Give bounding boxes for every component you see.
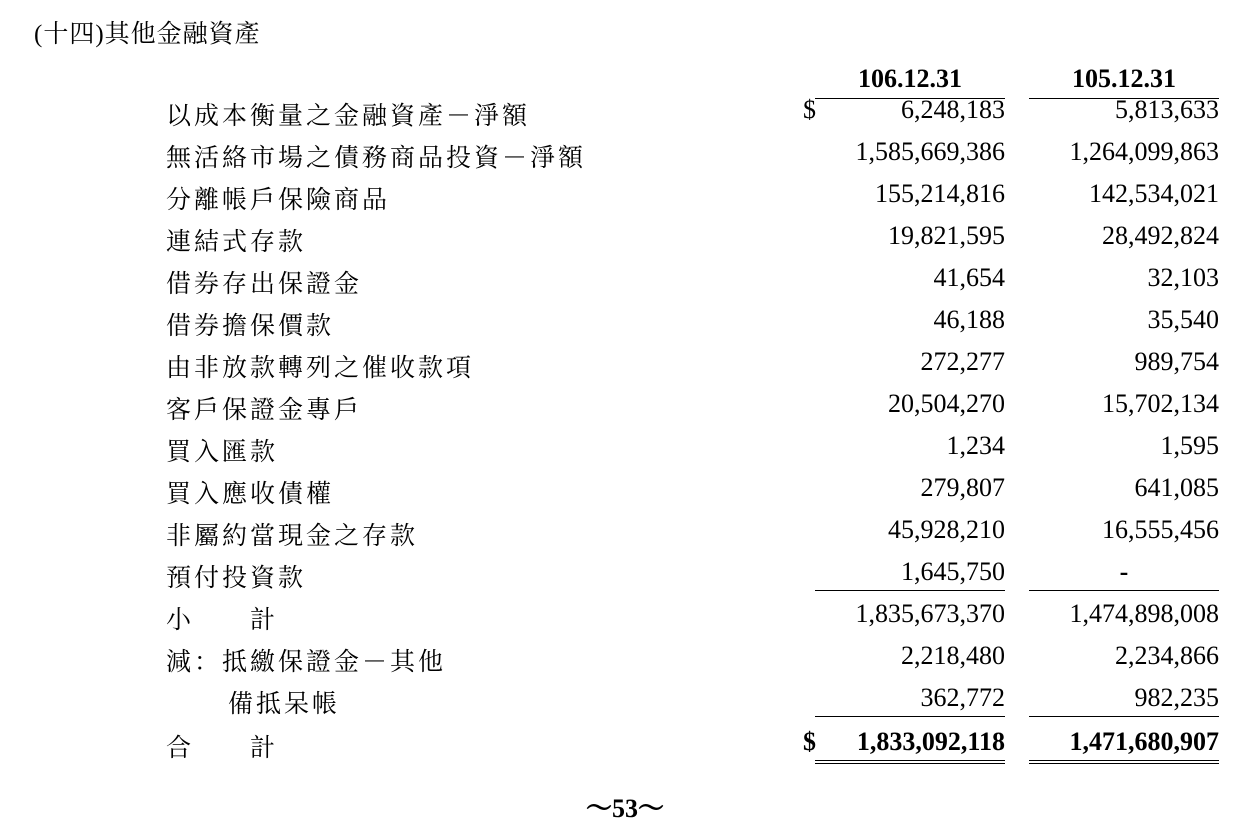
row-label: 連結式存款 [166,229,307,256]
value-2017: $ 1,833,092,118 [815,726,1005,764]
value-2017: 1,585,669,386 [855,137,1005,166]
table-row [0,218,1250,260]
row-label: 借券存出保證金 [166,271,363,298]
row-label: 合 計 [166,735,279,762]
value-2017: 1,234 [946,431,1005,460]
value-2017: 279,807 [920,473,1005,502]
value-2017: 46,188 [933,305,1005,334]
value-2016: 15,702,134 [1102,389,1219,418]
value-2016: 35,540 [1147,305,1219,334]
row-label: 借券擔保價款 [166,313,335,340]
row-label: 買入應收債權 [166,481,335,508]
value-2016: 982,235 [1029,682,1219,717]
value-2016: 28,492,824 [1102,221,1219,250]
table-row [0,302,1250,344]
value-2016: 32,103 [1147,263,1219,292]
value-2016: 5,813,633 [1115,95,1219,124]
currency-symbol: $ [803,95,816,124]
value-2016: 142,534,021 [1089,179,1219,208]
row-label: 由非放款轉列之催收款項 [166,355,475,382]
row-label: 預付投資款 [166,565,307,592]
row-label: 客戶保證金專戶 [166,397,363,424]
value-2017: 41,654 [933,263,1005,292]
table-row [0,512,1250,554]
page-number: ～53～ [585,794,664,823]
value-2016: 1,474,898,008 [1069,599,1219,628]
value-2017: 19,821,595 [888,221,1005,250]
row-label: 減：抵繳保證金－其他 [166,649,447,676]
value-2016: 641,085 [1134,473,1219,502]
subtotal-row [0,596,1250,638]
value-2016: 1,471,680,907 [1029,726,1219,764]
table-row [0,638,1250,680]
value-2017: 2,218,480 [901,641,1005,670]
table-row [0,386,1250,428]
row-label: 備抵呆帳 [228,691,341,718]
row-label: 小 計 [166,607,279,634]
value-2017: 20,504,270 [888,389,1005,418]
table-row [0,470,1250,512]
table-row [0,134,1250,176]
value-2017: $ 6,248,183 [803,95,1005,124]
currency-symbol: $ [803,727,816,756]
table-row [0,260,1250,302]
section-title: (十四)其他金融資產 [34,21,261,48]
table-row [0,554,1250,596]
table-row [0,176,1250,218]
value-2017: 1,835,673,370 [855,599,1005,628]
value-2016: 1,595 [1160,431,1219,460]
value-2017: 45,928,210 [888,515,1005,544]
row-label: 非屬約當現金之存款 [166,523,419,550]
value-2016: 16,555,456 [1102,515,1219,544]
table-row [0,92,1250,134]
table-row [0,680,1250,722]
value-2017: 1,645,750 [815,556,1005,591]
value-2016: 2,234,866 [1115,641,1219,670]
value-2016: 1,264,099,863 [1069,137,1219,166]
row-label: 買入匯款 [166,439,279,466]
value-2017: 272,277 [920,347,1005,376]
table-row [0,428,1250,470]
value-2017: 155,214,816 [875,179,1005,208]
total-row [0,724,1250,766]
row-label: 分離帳戶保險商品 [166,187,391,214]
column-header-2016: 105.12.31 [1029,64,1219,99]
table-row [0,344,1250,386]
row-label: 無活絡市場之債務商品投資－淨額 [166,145,587,172]
value-2016: 989,754 [1134,347,1219,376]
row-label: 以成本衡量之金融資產－淨額 [166,103,531,130]
column-header-2017: 106.12.31 [815,64,1005,99]
value-2016: - [1029,556,1219,591]
value-2017: 362,772 [815,682,1005,717]
